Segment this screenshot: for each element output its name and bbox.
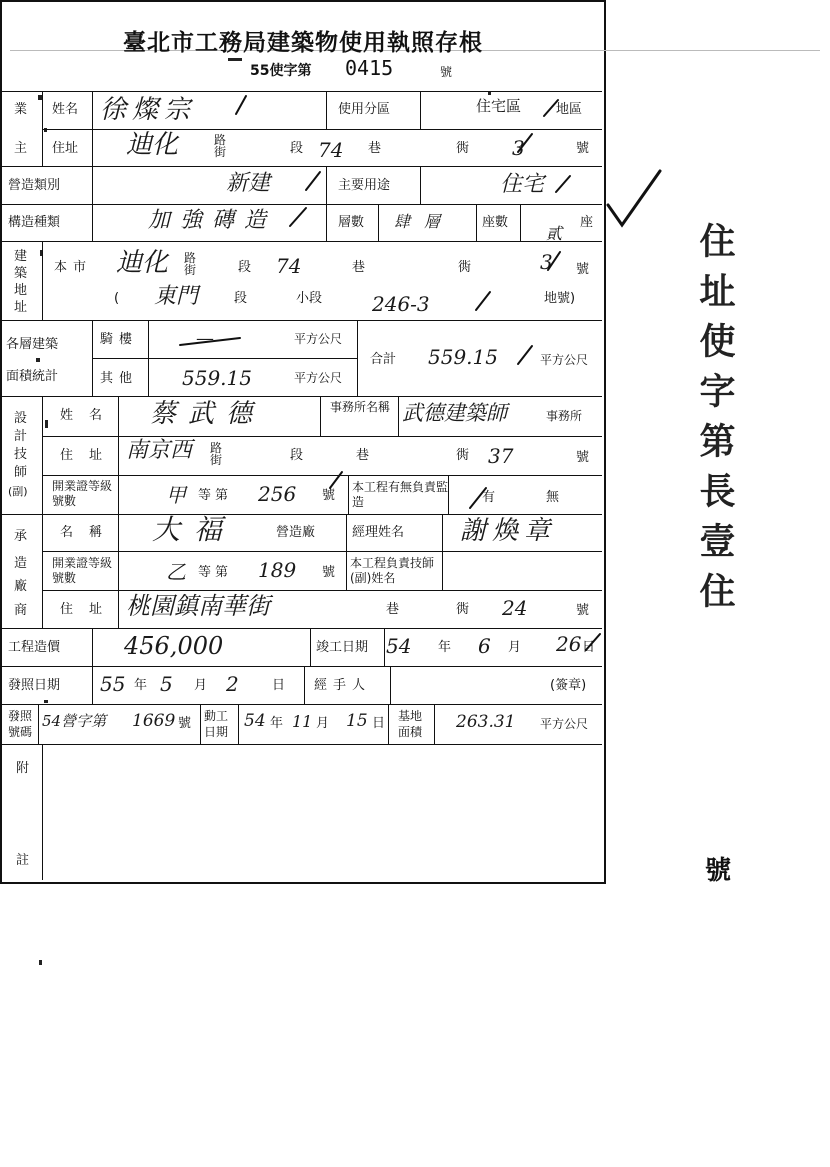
blocks-value: 貳 bbox=[546, 224, 563, 243]
designer-license-suffix: 號 bbox=[322, 488, 336, 503]
completion-day: 26 bbox=[556, 632, 582, 656]
completion-day-unit: 日 bbox=[582, 640, 596, 655]
base-area-value: 263.31 bbox=[456, 712, 516, 732]
base-area-label: 面積 bbox=[398, 725, 423, 739]
start-day-unit: 日 bbox=[372, 716, 386, 731]
contractor-section-label: 承 bbox=[14, 529, 28, 544]
permit-number: 0415 bbox=[345, 56, 394, 80]
contractor-section-label: 造 bbox=[14, 556, 28, 571]
site-no-value: 3 bbox=[540, 250, 553, 274]
total-unit: 平方公尺 bbox=[540, 353, 589, 367]
owner-road-value: 迪化 bbox=[126, 130, 179, 160]
designer-name-value: 蔡武德 bbox=[150, 399, 265, 429]
designer-no-value: 37 bbox=[488, 444, 514, 468]
issue-year: 55 bbox=[100, 672, 126, 696]
site-road-value: 迪化 bbox=[116, 248, 169, 278]
area-label: 面積統計 bbox=[6, 369, 59, 384]
owner-no-value: 3 bbox=[512, 136, 525, 160]
issue-day-unit: 日 bbox=[272, 678, 286, 693]
designer-section-label: 計 bbox=[14, 429, 28, 444]
tick-marks bbox=[0, 0, 606, 760]
owner-address-label: 住址 bbox=[52, 141, 79, 156]
seal-label: (簽章) bbox=[550, 678, 587, 693]
construction-type-label: 營造類別 bbox=[8, 178, 61, 193]
floors-label: 層數 bbox=[338, 215, 365, 230]
site-no-unit: 號 bbox=[576, 262, 590, 277]
completion-label: 竣工日期 bbox=[316, 640, 369, 655]
completion-month: 6 bbox=[478, 634, 491, 658]
owner-lane-unit: 巷 bbox=[368, 141, 382, 156]
engineer-label: 本工程負責技師(副)姓名 bbox=[350, 556, 435, 585]
total-value: 559.15 bbox=[428, 345, 498, 369]
office-suffix: 事務所 bbox=[546, 409, 583, 423]
office-label: 事務所名稱 bbox=[330, 400, 391, 414]
arcade-label: 騎樓 bbox=[100, 332, 139, 347]
contractor-section-label: 廠 bbox=[14, 579, 28, 594]
contractor-license-grade: 乙 bbox=[166, 560, 186, 584]
site-lot-unit: 地號) bbox=[544, 291, 576, 306]
permit-no-prefix: 54營字第 bbox=[42, 712, 107, 730]
start-date-label: 動工 bbox=[204, 709, 229, 723]
permit-no-suffix: 號 bbox=[178, 716, 192, 731]
site-road-unit: 路街 bbox=[184, 251, 197, 277]
designer-section-unit: 段 bbox=[290, 448, 304, 463]
manager-label: 經理姓名 bbox=[352, 525, 405, 540]
permit-number-suffix: 號 bbox=[440, 65, 453, 79]
issue-date-label: 發照日期 bbox=[8, 678, 61, 693]
contractor-no-unit: 號 bbox=[576, 603, 590, 618]
site-section-unit: 段 bbox=[238, 260, 252, 275]
permit-no-value: 1669 bbox=[132, 711, 176, 731]
site-district-unit: 段 bbox=[234, 291, 248, 306]
permit-number-prefix: 55使字第 bbox=[250, 63, 312, 79]
designer-license-label: 開業證等級號數 bbox=[52, 479, 113, 508]
issue-day: 2 bbox=[226, 672, 239, 696]
check-mark-icon bbox=[600, 165, 670, 235]
right-margin-text: 住址使字第長壹住 bbox=[694, 222, 736, 622]
owner-lane-value: 74 bbox=[318, 138, 344, 162]
main-use-label: 主要用途 bbox=[338, 178, 391, 193]
start-date-label: 日期 bbox=[204, 725, 229, 739]
contractor-type: 營造廠 bbox=[276, 525, 316, 540]
owner-section-unit: 段 bbox=[290, 141, 304, 156]
site-lot-value: 246-3 bbox=[372, 292, 430, 316]
issue-month-unit: 月 bbox=[194, 678, 208, 693]
issue-year-unit: 年 bbox=[134, 678, 148, 693]
remarks-area bbox=[44, 746, 600, 878]
arcade-unit: 平方公尺 bbox=[294, 332, 343, 346]
site-city-label: 本市 bbox=[54, 260, 93, 275]
contractor-section-label: 商 bbox=[14, 603, 28, 618]
site-lane-value: 74 bbox=[276, 254, 302, 278]
completion-month-unit: 月 bbox=[508, 640, 522, 655]
contractor-alley-unit: 衖 bbox=[456, 602, 470, 617]
designer-road-unit: 路街 bbox=[210, 441, 223, 467]
other-value: 559.15 bbox=[182, 366, 252, 390]
start-month-unit: 月 bbox=[316, 716, 330, 731]
designer-section-label: 技 bbox=[14, 447, 28, 462]
completion-year-unit: 年 bbox=[438, 640, 452, 655]
designer-license-grade: 甲 bbox=[166, 483, 186, 507]
contractor-license-no: 189 bbox=[258, 558, 297, 582]
site-section-label: 築 bbox=[14, 266, 28, 281]
start-month: 11 bbox=[292, 712, 313, 731]
owner-name-label: 姓名 bbox=[52, 102, 79, 117]
construction-type-value: 新建 bbox=[226, 171, 271, 196]
base-area-label: 基地 bbox=[398, 709, 423, 723]
supervise-no: 無 bbox=[546, 490, 560, 505]
form-title: 臺北市工務局建築物使用執照存根 bbox=[123, 30, 483, 56]
other-unit: 平方公尺 bbox=[294, 371, 343, 385]
site-district-value: 東門 bbox=[154, 284, 199, 309]
owner-section-label: 主 bbox=[14, 141, 28, 156]
zone-label: 使用分區 bbox=[338, 102, 391, 117]
supervise-yes: 有 bbox=[482, 490, 496, 505]
designer-name-label: 姓名 bbox=[60, 408, 119, 423]
contractor-name-value: 大福 bbox=[152, 513, 237, 546]
contractor-license-label: 開業證等級號數 bbox=[52, 556, 113, 585]
remarks-label-top: 附 bbox=[16, 761, 30, 776]
cost-label: 工程造價 bbox=[8, 640, 61, 655]
owner-section-label: 業 bbox=[14, 102, 28, 117]
base-area-unit: 平方公尺 bbox=[540, 717, 589, 731]
scan-speck bbox=[39, 960, 42, 965]
designer-lane-unit: 巷 bbox=[356, 448, 370, 463]
owner-no-unit: 號 bbox=[576, 141, 590, 156]
completion-year: 54 bbox=[386, 634, 412, 658]
zone-value: 住宅區 bbox=[476, 97, 522, 115]
main-use-value: 住宅 bbox=[500, 172, 545, 197]
contractor-address-label: 住址 bbox=[60, 602, 119, 617]
site-section-label: 址 bbox=[14, 300, 28, 315]
owner-road-unit: 路街 bbox=[214, 133, 227, 159]
site-open-paren: ( bbox=[114, 291, 120, 306]
designer-address-label: 住址 bbox=[60, 448, 119, 463]
total-label: 合計 bbox=[370, 352, 397, 367]
owner-name-value: 徐燦宗 bbox=[100, 95, 197, 125]
designer-alley-unit: 衖 bbox=[456, 448, 470, 463]
contractor-lane-unit: 巷 bbox=[386, 602, 400, 617]
contractor-address-value: 桃園鎮南華街 bbox=[126, 592, 270, 620]
start-year: 54 bbox=[244, 711, 266, 731]
structure-label: 構造種類 bbox=[8, 215, 61, 230]
handler-label: 經手人 bbox=[314, 678, 372, 693]
permit-no-label: 號碼 bbox=[8, 725, 33, 739]
arcade-value: — bbox=[196, 328, 214, 349]
designer-section-label: 設 bbox=[14, 411, 28, 426]
blocks-unit: 座 bbox=[580, 215, 594, 230]
designer-section-label: 師 bbox=[14, 465, 28, 480]
manager-value: 謝煥章 bbox=[460, 516, 557, 546]
start-year-unit: 年 bbox=[270, 716, 284, 731]
right-margin-number-char: 號 bbox=[705, 856, 732, 886]
floors-value: 肆層 bbox=[394, 212, 455, 231]
site-lane-unit: 巷 bbox=[352, 260, 366, 275]
contractor-license-mid: 等第 bbox=[198, 565, 233, 580]
other-label: 其他 bbox=[100, 371, 139, 386]
issue-month: 5 bbox=[160, 672, 173, 696]
zone-suffix: 地區 bbox=[556, 102, 583, 117]
site-alley-unit: 衖 bbox=[458, 260, 472, 275]
remarks-label-bottom: 註 bbox=[16, 853, 30, 868]
area-label: 各層建築 bbox=[6, 337, 59, 352]
site-section-label: 建 bbox=[14, 249, 28, 264]
designer-road-value: 南京西 bbox=[126, 438, 193, 463]
contractor-license-suffix: 號 bbox=[322, 565, 336, 580]
site-subsection-unit: 小段 bbox=[296, 291, 323, 306]
cost-value: 456,000 bbox=[124, 632, 224, 660]
supervise-label: 本工程有無負責監造 bbox=[352, 480, 449, 509]
structure-value: 加強磚造 bbox=[148, 208, 277, 233]
designer-license-mid: 等第 bbox=[198, 488, 233, 503]
designer-no-unit: 號 bbox=[576, 450, 590, 465]
permit-no-label: 發照 bbox=[8, 709, 33, 723]
designer-license-no: 256 bbox=[258, 482, 297, 506]
contractor-name-label: 名稱 bbox=[60, 525, 119, 540]
start-day: 15 bbox=[346, 711, 368, 731]
designer-section-label: (副) bbox=[8, 485, 28, 498]
rule bbox=[42, 744, 43, 880]
owner-alley-unit: 衖 bbox=[456, 141, 470, 156]
site-section-label: 地 bbox=[14, 283, 28, 298]
contractor-no-value: 24 bbox=[502, 596, 528, 620]
blocks-label: 座數 bbox=[482, 215, 509, 230]
office-value: 武德建築師 bbox=[402, 401, 507, 425]
